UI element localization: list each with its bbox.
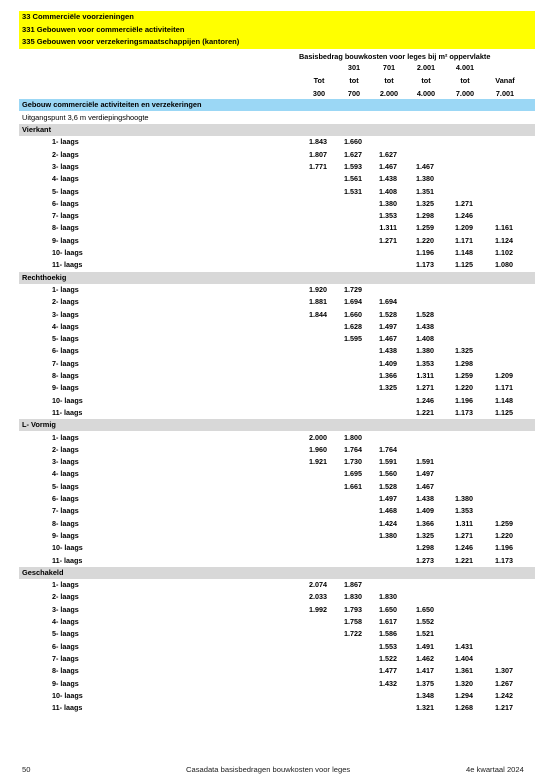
table-cell: 1.528 bbox=[416, 309, 434, 319]
table-cell: 1.125 bbox=[495, 407, 513, 417]
table-cell: 2.074 bbox=[309, 580, 327, 590]
table-cell: 1.366 bbox=[379, 371, 397, 380]
title-line-3: 335 Gebouwen voor verzekeringsmaatschappijen (kantoren) bbox=[22, 37, 240, 46]
table-row bbox=[19, 665, 535, 677]
table-row bbox=[19, 395, 535, 407]
table-cell: 1.661 bbox=[344, 481, 362, 491]
table-cell: 1.467 bbox=[416, 481, 434, 491]
row-label: 8- laags bbox=[52, 518, 79, 528]
table-cell: 1.417 bbox=[416, 666, 434, 676]
table-row bbox=[19, 161, 535, 173]
table-cell: 1.196 bbox=[455, 395, 473, 405]
table-cell: 1.246 bbox=[455, 543, 473, 553]
table-cell: 1.271 bbox=[455, 198, 473, 208]
table-cell: 1.311 bbox=[379, 223, 397, 233]
table-row bbox=[19, 481, 535, 493]
table-cell: 1.593 bbox=[344, 161, 362, 171]
table-row bbox=[19, 345, 535, 357]
title-line-2: 331 Gebouwen voor commerciële activiteiten bbox=[22, 24, 185, 34]
table-cell: 1.220 bbox=[455, 383, 473, 393]
row-label: 4- laags bbox=[52, 321, 79, 331]
group-header: Geschakeld bbox=[19, 567, 535, 579]
row-label: 3- laags bbox=[52, 309, 79, 319]
table-cell: 1.800 bbox=[344, 432, 362, 442]
table-cell: 1.462 bbox=[416, 653, 434, 663]
table-cell: 1.380 bbox=[416, 346, 434, 356]
table-cell: 1.311 bbox=[416, 371, 434, 380]
table-cell: 1.830 bbox=[379, 592, 397, 602]
table-cell: 1.424 bbox=[379, 518, 397, 528]
table-row bbox=[19, 505, 535, 517]
table-cell: 1.921 bbox=[309, 457, 327, 467]
table-cell: 1.660 bbox=[344, 309, 362, 319]
table-cell: 1.660 bbox=[344, 137, 362, 147]
table-cell: 1.730 bbox=[344, 457, 362, 467]
table-row bbox=[19, 444, 535, 456]
table-cell: 1.148 bbox=[495, 395, 513, 405]
row-label: 4- laags bbox=[52, 174, 79, 184]
row-label: 10- laags bbox=[52, 543, 83, 553]
table-cell: 1.267 bbox=[495, 678, 513, 688]
column-header-5-line-1: 4.001 bbox=[455, 63, 475, 72]
table-cell: 1.467 bbox=[379, 334, 397, 344]
table-cell: 1.221 bbox=[455, 555, 473, 565]
table-cell: 1.960 bbox=[309, 444, 327, 454]
footer-title: Casadata basisbedragen bouwkosten voor leges bbox=[186, 765, 351, 774]
row-label: 6- laags bbox=[52, 198, 79, 208]
title-block bbox=[19, 11, 535, 49]
table-cell: 1.650 bbox=[416, 604, 434, 614]
table-cell: 1.409 bbox=[416, 506, 434, 516]
table-cell: 2.033 bbox=[309, 592, 327, 602]
table-cell: 1.467 bbox=[416, 161, 434, 171]
table-cell: 1.080 bbox=[495, 260, 513, 270]
row-label: 3- laags bbox=[52, 604, 79, 614]
table-cell: 1.627 bbox=[344, 149, 362, 159]
table-row bbox=[19, 382, 535, 394]
table-cell: 1.881 bbox=[309, 297, 327, 307]
table-cell: 1.497 bbox=[379, 494, 397, 503]
table-cell: 1.196 bbox=[416, 248, 434, 257]
column-header-3-line-3: 2.000 bbox=[379, 89, 399, 98]
table-row bbox=[19, 678, 535, 690]
row-label: 2- laags bbox=[52, 444, 79, 454]
table-cell: 1.920 bbox=[309, 284, 327, 294]
row-label: 10- laags bbox=[52, 690, 83, 700]
table-row bbox=[19, 173, 535, 185]
table-row bbox=[19, 690, 535, 702]
table-cell: 1.271 bbox=[455, 530, 473, 540]
table-cell: 1.311 bbox=[455, 518, 473, 528]
table-cell: 1.552 bbox=[416, 617, 434, 626]
table-cell: 1.560 bbox=[379, 469, 397, 479]
row-label: 9- laags bbox=[52, 530, 79, 540]
table-cell: 1.438 bbox=[416, 494, 434, 503]
table-row bbox=[19, 702, 535, 714]
table-cell: 1.271 bbox=[379, 235, 397, 245]
table-cell: 1.764 bbox=[379, 444, 397, 454]
table-cell: 1.432 bbox=[379, 678, 397, 688]
table-cell: 1.125 bbox=[455, 260, 473, 270]
table-row bbox=[19, 186, 535, 198]
table-cell: 1.477 bbox=[379, 666, 397, 676]
table-row bbox=[19, 198, 535, 210]
table-cell: 1.353 bbox=[416, 358, 434, 368]
column-header-6-line-3: 7.001 bbox=[495, 89, 515, 98]
table-cell: 1.380 bbox=[455, 494, 473, 503]
row-label: 8- laags bbox=[52, 371, 79, 380]
row-label: 9- laags bbox=[52, 235, 79, 245]
table-cell: 1.325 bbox=[416, 530, 434, 540]
table-row bbox=[19, 235, 535, 247]
table-cell: 1.171 bbox=[455, 235, 473, 245]
table-cell: 1.764 bbox=[344, 444, 362, 454]
table-row bbox=[19, 407, 535, 419]
table-cell: 1.124 bbox=[495, 235, 513, 245]
column-header-2-line-2: tot bbox=[349, 76, 359, 85]
table-cell: 1.404 bbox=[455, 653, 473, 663]
column-header-5-line-3: 7.000 bbox=[455, 89, 475, 98]
row-label: 5- laags bbox=[52, 186, 79, 196]
row-label: 3- laags bbox=[52, 161, 79, 171]
table-cell: 1.246 bbox=[416, 395, 434, 405]
table-cell: 2.000 bbox=[309, 432, 327, 442]
table-cell: 1.294 bbox=[455, 690, 473, 700]
table-cell: 1.771 bbox=[309, 161, 327, 171]
table-cell: 1.209 bbox=[455, 223, 473, 233]
row-label: 8- laags bbox=[52, 666, 79, 676]
row-label: 5- laags bbox=[52, 334, 79, 344]
table-cell: 1.650 bbox=[379, 604, 397, 614]
table-cell: 1.695 bbox=[344, 469, 362, 479]
table-cell: 1.586 bbox=[379, 629, 397, 639]
column-header-3-line-1: 701 bbox=[382, 63, 396, 72]
table-row bbox=[19, 542, 535, 554]
table-cell: 1.591 bbox=[416, 457, 434, 467]
table-cell: 1.553 bbox=[379, 641, 397, 651]
table-row bbox=[19, 530, 535, 542]
table-cell: 1.321 bbox=[416, 703, 434, 713]
table-cell: 1.173 bbox=[455, 407, 473, 417]
section-title: Gebouw commerciële activiteiten en verzekeringen bbox=[19, 99, 535, 111]
row-label: 3- laags bbox=[52, 457, 79, 467]
table-cell: 1.438 bbox=[379, 174, 397, 184]
row-label: 11- laags bbox=[52, 407, 83, 417]
table-cell: 1.361 bbox=[455, 666, 473, 676]
row-label: 4- laags bbox=[52, 617, 79, 626]
table-cell: 1.468 bbox=[379, 506, 397, 516]
table-cell: 1.467 bbox=[379, 161, 397, 171]
row-label: 1- laags bbox=[52, 137, 79, 147]
group-header: Vierkant bbox=[19, 124, 535, 136]
table-cell: 1.351 bbox=[416, 186, 434, 196]
table-cell: 1.438 bbox=[379, 346, 397, 356]
row-label: 6- laags bbox=[52, 346, 79, 356]
table-cell: 1.353 bbox=[379, 211, 397, 221]
table-cell: 1.209 bbox=[495, 371, 513, 380]
table-row bbox=[19, 136, 535, 148]
table-cell: 1.528 bbox=[379, 481, 397, 491]
row-label: 7- laags bbox=[52, 358, 79, 368]
table-cell: 1.325 bbox=[455, 346, 473, 356]
table-cell: 1.173 bbox=[495, 555, 513, 565]
table-cell: 1.298 bbox=[455, 358, 473, 368]
table-cell: 1.148 bbox=[455, 248, 473, 257]
table-cell: 1.242 bbox=[495, 690, 513, 700]
table-row bbox=[19, 321, 535, 333]
table-cell: 1.528 bbox=[379, 309, 397, 319]
table-cell: 1.366 bbox=[416, 518, 434, 528]
table-cell: 1.217 bbox=[495, 703, 513, 713]
table-row bbox=[19, 333, 535, 345]
table-cell: 1.627 bbox=[379, 149, 397, 159]
table-cell: 1.491 bbox=[416, 641, 434, 651]
table-cell: 1.729 bbox=[344, 284, 362, 294]
title-line-1: 33 Commerciële voorzieningen bbox=[22, 12, 134, 21]
table-row bbox=[19, 149, 535, 161]
table-row bbox=[19, 579, 535, 591]
row-label: 9- laags bbox=[52, 383, 79, 393]
column-header-4-line-3: 4.000 bbox=[416, 89, 436, 98]
table-cell: 1.221 bbox=[416, 407, 434, 417]
row-label: 11- laags bbox=[52, 260, 83, 270]
table-cell: 1.807 bbox=[309, 149, 327, 159]
column-header-1-line-3: 300 bbox=[312, 89, 326, 98]
table-cell: 1.220 bbox=[495, 530, 513, 540]
table-row bbox=[19, 309, 535, 321]
table-cell: 1.497 bbox=[416, 469, 434, 479]
table-row bbox=[19, 284, 535, 296]
table-cell: 1.307 bbox=[495, 666, 513, 676]
row-label: 10- laags bbox=[52, 395, 83, 405]
table-cell: 1.348 bbox=[416, 690, 434, 700]
group-header: Rechthoekig bbox=[19, 272, 535, 284]
footer-period: 4e kwartaal 2024 bbox=[466, 765, 524, 774]
row-label: 2- laags bbox=[52, 592, 79, 602]
table-cell: 1.271 bbox=[416, 383, 434, 393]
table-cell: 1.259 bbox=[495, 518, 513, 528]
table-main-header: Basisbedrag bouwkosten voor leges bij m² oppervlakte bbox=[299, 52, 491, 61]
row-label: 4- laags bbox=[52, 469, 79, 479]
table-row bbox=[19, 222, 535, 234]
table-cell: 1.793 bbox=[344, 604, 362, 614]
row-label: 5- laags bbox=[52, 629, 79, 639]
table-cell: 1.298 bbox=[416, 543, 434, 553]
row-label: 2- laags bbox=[52, 149, 79, 159]
table-cell: 1.595 bbox=[344, 334, 362, 344]
table-cell: 1.843 bbox=[309, 137, 327, 147]
table-row bbox=[19, 641, 535, 653]
row-label: 5- laags bbox=[52, 481, 79, 491]
column-header-1-line-2: Tot bbox=[313, 76, 325, 85]
table-cell: 1.102 bbox=[495, 248, 513, 257]
table-cell: 1.409 bbox=[379, 358, 397, 368]
table-cell: 1.380 bbox=[379, 198, 397, 208]
row-label: 6- laags bbox=[52, 641, 79, 651]
table-cell: 1.522 bbox=[379, 653, 397, 663]
table-row bbox=[19, 456, 535, 468]
table-cell: 1.722 bbox=[344, 629, 362, 639]
table-cell: 1.408 bbox=[416, 334, 434, 344]
table-cell: 1.497 bbox=[379, 321, 397, 331]
column-header-2-line-3: 700 bbox=[347, 89, 361, 98]
subtitle: Uitgangspunt 3,6 m verdiepingshoogte bbox=[22, 113, 149, 122]
table-cell: 1.521 bbox=[416, 629, 434, 639]
table-row bbox=[19, 604, 535, 616]
table-cell: 1.591 bbox=[379, 457, 397, 467]
table-cell: 1.325 bbox=[379, 383, 397, 393]
table-row bbox=[19, 653, 535, 665]
table-row bbox=[19, 518, 535, 530]
table-cell: 1.694 bbox=[344, 297, 362, 307]
table-cell: 1.561 bbox=[344, 174, 362, 184]
table-cell: 1.531 bbox=[344, 186, 362, 196]
table-row bbox=[19, 432, 535, 444]
table-cell: 1.431 bbox=[455, 641, 473, 651]
page-number: 50 bbox=[22, 765, 31, 774]
row-label: 11- laags bbox=[52, 703, 83, 713]
column-header-6-line-2: Vanaf bbox=[495, 76, 515, 85]
row-label: 7- laags bbox=[52, 506, 79, 516]
row-label: 2- laags bbox=[52, 297, 79, 307]
table-cell: 1.259 bbox=[416, 223, 434, 233]
row-label: 8- laags bbox=[52, 223, 79, 233]
table-cell: 1.628 bbox=[344, 321, 362, 331]
table-cell: 1.273 bbox=[416, 555, 434, 565]
row-label: 6- laags bbox=[52, 494, 79, 503]
table-cell: 1.173 bbox=[416, 260, 434, 270]
column-header-5-line-2: tot bbox=[460, 76, 470, 85]
table-row bbox=[19, 555, 535, 567]
table-row bbox=[19, 493, 535, 505]
table-row bbox=[19, 468, 535, 480]
table-cell: 1.246 bbox=[455, 211, 473, 221]
table-row bbox=[19, 247, 535, 259]
table-row bbox=[19, 370, 535, 382]
table-cell: 1.694 bbox=[379, 297, 397, 307]
row-label: 7- laags bbox=[52, 211, 79, 221]
column-header-4-line-2: tot bbox=[421, 76, 431, 85]
table-cell: 1.867 bbox=[344, 580, 362, 590]
table-cell: 1.268 bbox=[455, 703, 473, 713]
table-cell: 1.617 bbox=[379, 617, 397, 626]
column-header-4-line-1: 2.001 bbox=[416, 63, 436, 72]
table-cell: 1.161 bbox=[495, 223, 513, 233]
row-label: 7- laags bbox=[52, 653, 79, 663]
table-cell: 1.380 bbox=[416, 174, 434, 184]
table-cell: 1.844 bbox=[309, 309, 327, 319]
row-label: 10- laags bbox=[52, 248, 83, 257]
table-row bbox=[19, 616, 535, 628]
table-cell: 1.298 bbox=[416, 211, 434, 221]
table-cell: 1.320 bbox=[455, 678, 473, 688]
table-cell: 1.758 bbox=[344, 617, 362, 626]
row-label: 1- laags bbox=[52, 284, 79, 294]
row-label: 11- laags bbox=[52, 555, 83, 565]
table-cell: 1.171 bbox=[495, 383, 513, 393]
group-header: L- Vormig bbox=[19, 419, 535, 431]
table-cell: 1.196 bbox=[495, 543, 513, 553]
table-cell: 1.325 bbox=[416, 198, 434, 208]
row-label: 9- laags bbox=[52, 678, 79, 688]
table-row bbox=[19, 210, 535, 222]
table-cell: 1.375 bbox=[416, 678, 434, 688]
row-label: 1- laags bbox=[52, 432, 79, 442]
table-cell: 1.259 bbox=[455, 371, 473, 380]
row-label: 1- laags bbox=[52, 580, 79, 590]
column-header-2-line-1: 301 bbox=[347, 63, 361, 72]
table-cell: 1.830 bbox=[344, 592, 362, 602]
table-row bbox=[19, 296, 535, 308]
table-row bbox=[19, 628, 535, 640]
table-cell: 1.438 bbox=[416, 321, 434, 331]
table-row bbox=[19, 259, 535, 271]
table-row bbox=[19, 591, 535, 603]
column-header-3-line-2: tot bbox=[384, 76, 394, 85]
table-cell: 1.220 bbox=[416, 235, 434, 245]
table-cell: 1.380 bbox=[379, 530, 397, 540]
table-cell: 1.992 bbox=[309, 604, 327, 614]
table-row bbox=[19, 358, 535, 370]
table-cell: 1.408 bbox=[379, 186, 397, 196]
table-cell: 1.353 bbox=[455, 506, 473, 516]
